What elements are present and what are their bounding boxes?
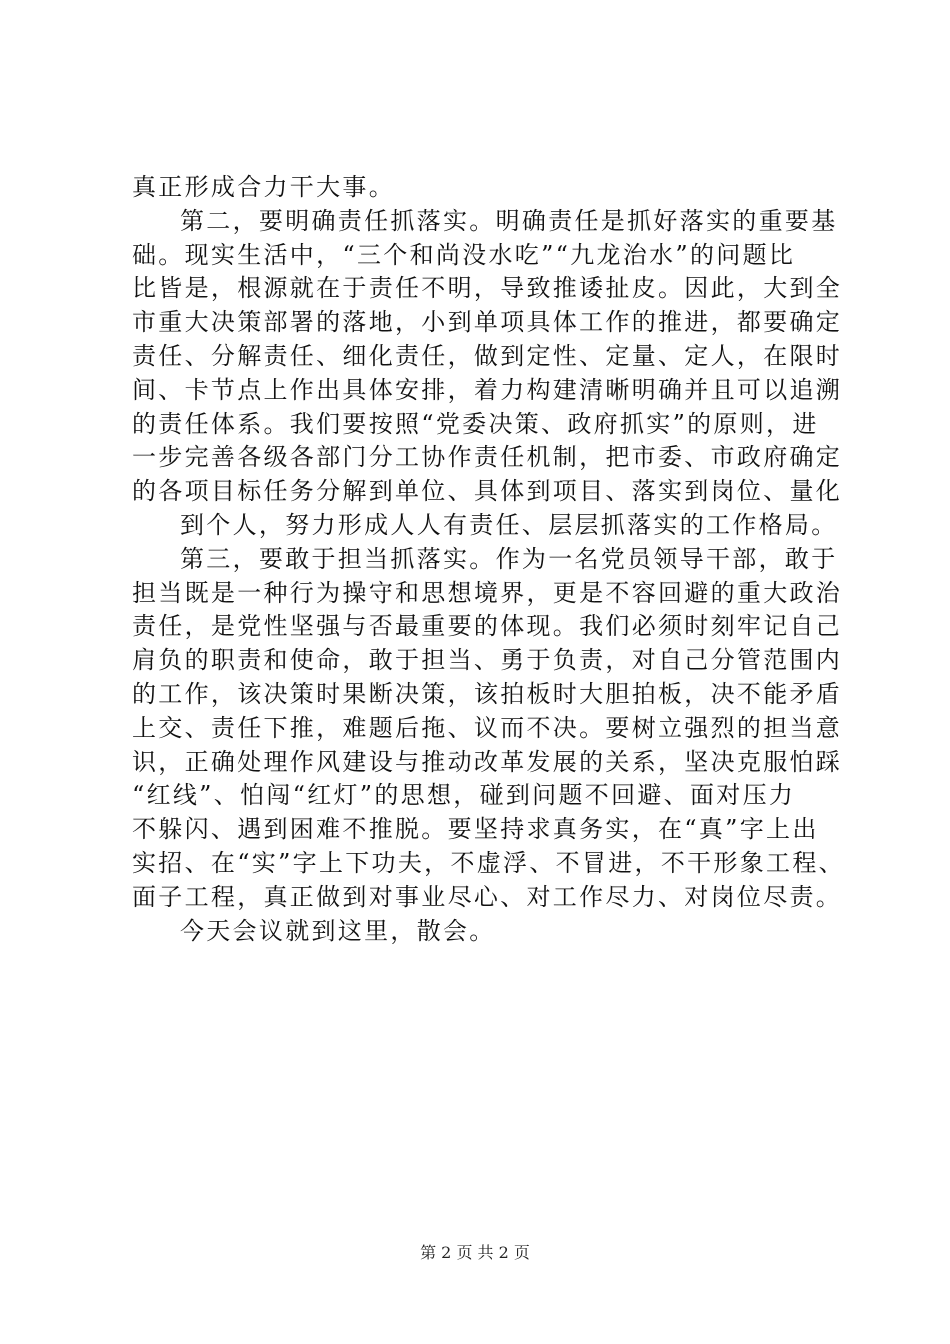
page-footer bbox=[0, 1243, 950, 1263]
text-line: 上交、责任下推，难题后拖、议而不决。要树立强烈的担当意 bbox=[132, 713, 843, 742]
closing-line: 今天会议就到这里，散会。 bbox=[180, 916, 496, 945]
paragraph-start-line: 第二，要明确责任抓落实。明确责任是抓好落实的重要基 bbox=[180, 206, 838, 235]
text-line: 市重大决策部署的落地，小到单项具体工作的推进，都要确定 bbox=[132, 308, 843, 337]
text-line: 实招、在“实”字上下功夫，不虚浮、不冒进，不干形象工程、 bbox=[132, 848, 845, 877]
text-line: 不躲闪、遇到困难不推脱。要坚持求真务实，在“真”字上出 bbox=[132, 815, 819, 844]
text-line: 的各项目标任务分解到单位、具体到项目、落实到岗位、量化 bbox=[132, 477, 843, 506]
text-line: 责任，是党性坚强与否最重要的体现。我们必须时刻牢记自己 bbox=[132, 612, 843, 641]
text-line: 真正形成合力干大事。 bbox=[132, 173, 395, 201]
text-line: 到个人，努力形成人人有责任、层层抓落实的工作格局。 bbox=[180, 510, 838, 539]
text-line: 责任、分解责任、细化责任，做到定性、定量、定人，在限时 bbox=[132, 341, 843, 370]
page-number-indicator: 第 2 页 共 2 页 bbox=[420, 1243, 530, 1262]
text-line: 的责任体系。我们要按照“党委决策、政府抓实”的原则，进 bbox=[132, 409, 819, 438]
paragraph-start-line: 第三，要敢于担当抓落实。作为一名党员领导干部，敢于 bbox=[180, 544, 838, 573]
text-line: 一步完善各级各部门分工协作责任机制，把市委、市政府确定 bbox=[132, 443, 843, 472]
text-line: 础。现实生活中，“三个和尚没水吃”“九龙治水”的问题比 bbox=[132, 240, 796, 269]
text-line: 间、卡节点上作出具体安排，着力构建清晰明确并且可以追溯 bbox=[132, 375, 843, 404]
text-line: 的工作，该决策时果断决策，该拍板时大胆拍板，决不能矛盾 bbox=[132, 679, 843, 708]
text-line: 肩负的职责和使命，敢于担当、勇于负责，对自己分管范围内 bbox=[132, 646, 843, 675]
document-body bbox=[132, 171, 845, 948]
text-line: 担当既是一种行为操守和思想境界，更是不容回避的重大政治 bbox=[132, 578, 843, 607]
text-line: “红线”、怕闯“红灯”的思想，碰到问题不回避、面对压力 bbox=[132, 781, 796, 810]
text-line: 比皆是，根源就在于责任不明，导致推诿扯皮。因此，大到全 bbox=[132, 274, 843, 303]
text-line: 面子工程，真正做到对事业尽心、对工作尽力、对岗位尽责。 bbox=[132, 882, 843, 911]
text-line: 识，正确处理作风建设与推动改革发展的关系，坚决克服怕踩 bbox=[132, 747, 843, 776]
